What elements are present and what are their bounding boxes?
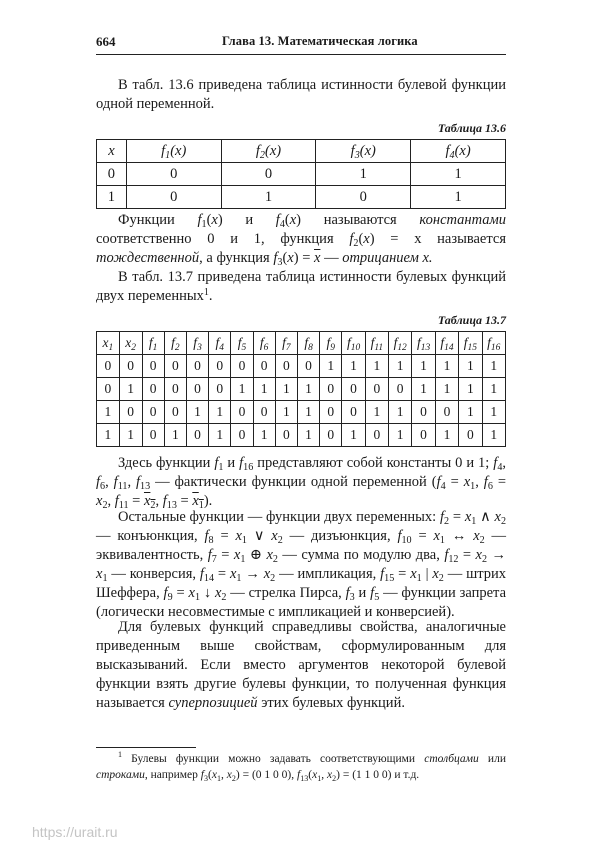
table-cell: 0 bbox=[221, 163, 316, 186]
running-header bbox=[96, 34, 506, 55]
table-cell: 0 bbox=[231, 355, 253, 378]
truth-table-13-6 bbox=[96, 139, 506, 209]
table-header-cell: $f_{12}$ bbox=[388, 332, 411, 355]
table-cell: 1 bbox=[482, 401, 505, 424]
table-header-cell: $f_{11}$ bbox=[365, 332, 388, 355]
table-header-row bbox=[97, 140, 506, 163]
term-superposition: суперпозицией bbox=[168, 695, 258, 711]
page-number: 664 bbox=[96, 34, 116, 49]
table-row bbox=[97, 401, 506, 424]
table-cell: 1 bbox=[412, 378, 435, 401]
table-cell: 1 bbox=[275, 401, 297, 424]
footnote-marker[interactable]: 1 bbox=[203, 287, 209, 298]
table-cell: 1 bbox=[388, 355, 411, 378]
table-cell: 0 bbox=[320, 378, 342, 401]
footnote-divider bbox=[96, 747, 196, 748]
table-cell: 1 bbox=[316, 163, 411, 186]
table-header-cell: $x_1$ bbox=[97, 332, 120, 355]
table-row bbox=[97, 355, 506, 378]
table-cell: 1 bbox=[459, 401, 482, 424]
table-cell: 0 bbox=[388, 378, 411, 401]
table-cell: 1 bbox=[97, 424, 120, 447]
table-header-cell: x bbox=[97, 140, 127, 163]
chapter-title: Глава 13. Математическая логика bbox=[222, 34, 418, 48]
table-row bbox=[97, 163, 506, 186]
table-cell: 0 bbox=[209, 355, 231, 378]
table-cell: 1 bbox=[482, 378, 505, 401]
table-header-cell: $f_9$ bbox=[320, 332, 342, 355]
footnote: $^1$ Булевы функции можно задавать соответствующими столбцами или строками, например $f_3(x_1$, $x_2) = (0$ 1 0 0), $f_{13}(x_1$, $x_2) = (1$ 1 0 0) и т.д. bbox=[96, 750, 506, 783]
table-cell: 0 bbox=[186, 378, 208, 401]
table-header-cell: $f_2(x)$ bbox=[221, 140, 316, 163]
watermark-url[interactable]: https://urait.ru bbox=[32, 824, 118, 840]
table-header-row bbox=[97, 332, 506, 355]
table-cell: 1 bbox=[209, 424, 231, 447]
table-cell: 0 bbox=[126, 186, 221, 209]
table-cell: 0 bbox=[209, 378, 231, 401]
table-cell: 1 bbox=[411, 186, 506, 209]
table-header-cell: $f_4(x)$ bbox=[411, 140, 506, 163]
table-cell: 0 bbox=[142, 401, 164, 424]
table-cell: 1 bbox=[365, 355, 388, 378]
table-cell: 1 bbox=[297, 378, 319, 401]
table-cell: 1 bbox=[221, 186, 316, 209]
table-cell: 0 bbox=[297, 355, 319, 378]
table-header-cell: $f_6$ bbox=[253, 332, 275, 355]
binary-functions-paragraph: Остальные функции — функции двух переменных: $f_2 = x_1$ ∧ $x_2$ — конъюнкция, $f_8 = x_1$ ∨ $x_2$ — дизъюнкция, $f_{10} = x_1$ ↔ $x_2$ — эквивалентность, $f_7 = x_1$ ⊕ $x_2$ — сумма по модулю два, $f_{12} = x_2 \to x_1$ — конверсия, $f_{14} = x_1 \to x_2$ — импликация, $f_{15} = x_1$ | $x_2$ — штрих Шеффера, $f_9 = x_1$ ↓ $x_2$ — стрелка Пирса, $f_3$ и $f_5$ — функции запрета (логически несовместимые с импликацией и конверсией). bbox=[96, 509, 507, 620]
footnote-number: 1 bbox=[118, 750, 123, 759]
table-cell: 0 bbox=[275, 355, 297, 378]
table-cell: 0 bbox=[142, 424, 164, 447]
table-cell: 1 bbox=[297, 424, 319, 447]
table-cell: 1 bbox=[459, 378, 482, 401]
table-cell: 1 bbox=[435, 424, 458, 447]
table-cell: 0 bbox=[320, 424, 342, 447]
term-negation: отрицанием x. bbox=[342, 250, 433, 266]
intro-paragraph bbox=[96, 76, 506, 114]
table-cell: 0 bbox=[342, 378, 365, 401]
table-cell: 0 bbox=[231, 424, 253, 447]
table7-intro-text: В табл. 13.7 приведена таблица истинности булевых функций двух переменных$^1$. bbox=[96, 269, 506, 304]
table-row bbox=[97, 424, 506, 447]
table-cell: 1 bbox=[459, 355, 482, 378]
table-cell: 1 bbox=[186, 401, 208, 424]
table-cell: 1 bbox=[342, 355, 365, 378]
table-cell: 0 bbox=[412, 401, 435, 424]
table-header-cell: $f_7$ bbox=[275, 332, 297, 355]
table-cell: 0 bbox=[186, 355, 208, 378]
table-cell: 0 bbox=[186, 424, 208, 447]
table-header-cell: $f_1$ bbox=[142, 332, 164, 355]
table-cell: 0 bbox=[142, 378, 164, 401]
table-cell: 1 bbox=[342, 424, 365, 447]
table-cell: 1 bbox=[388, 424, 411, 447]
table-row bbox=[97, 378, 506, 401]
table-cell: 0 bbox=[342, 401, 365, 424]
table-header-cell: $f_{13}$ bbox=[412, 332, 435, 355]
term-identity: тождественной bbox=[96, 250, 200, 266]
table-cell: 0 bbox=[97, 378, 120, 401]
table-header-cell: $f_4$ bbox=[209, 332, 231, 355]
table-cell: 0 bbox=[316, 186, 411, 209]
table-cell: 1 bbox=[209, 401, 231, 424]
table-cell: 0 bbox=[412, 424, 435, 447]
table-cell: 1 bbox=[297, 401, 319, 424]
table-cell: 0 bbox=[164, 378, 186, 401]
table-header-cell: $f_2$ bbox=[164, 332, 186, 355]
table-cell: 1 bbox=[97, 186, 127, 209]
table-cell: 1 bbox=[365, 401, 388, 424]
table-cell: 1 bbox=[435, 378, 458, 401]
table-cell: 1 bbox=[320, 355, 342, 378]
table-cell: 1 bbox=[97, 401, 120, 424]
table-header-cell: $f_{14}$ bbox=[435, 332, 458, 355]
table-header-cell: $f_{15}$ bbox=[459, 332, 482, 355]
truth-table-13-7 bbox=[96, 331, 506, 447]
table-row bbox=[97, 186, 506, 209]
table-cell: 1 bbox=[119, 424, 142, 447]
table-13-7-caption: Таблица 13.7 bbox=[437, 313, 506, 327]
table-cell: 0 bbox=[459, 424, 482, 447]
table-cell: 1 bbox=[253, 424, 275, 447]
table-header-cell: $f_3(x)$ bbox=[316, 140, 411, 163]
table-cell: 0 bbox=[97, 355, 120, 378]
table-cell: 0 bbox=[142, 355, 164, 378]
table-cell: 0 bbox=[119, 401, 142, 424]
table-cell: 1 bbox=[435, 355, 458, 378]
table-cell: 0 bbox=[97, 163, 127, 186]
table-cell: 1 bbox=[275, 378, 297, 401]
table-cell: 0 bbox=[119, 355, 142, 378]
table-header-cell: $x_2$ bbox=[119, 332, 142, 355]
table-cell: 0 bbox=[365, 378, 388, 401]
table-header-cell: $f_8$ bbox=[297, 332, 319, 355]
table-cell: 0 bbox=[320, 401, 342, 424]
table-cell: 1 bbox=[119, 378, 142, 401]
table-cell: 1 bbox=[231, 378, 253, 401]
table-cell: 1 bbox=[411, 163, 506, 186]
table-header-cell: $f_3$ bbox=[186, 332, 208, 355]
table-cell: 1 bbox=[482, 424, 505, 447]
table-cell: 0 bbox=[275, 424, 297, 447]
special-functions-paragraph: Здесь функции $f_1$ и $f_{16}$ представляют собой константы 0 и 1; $f_4$, $f_6$, $f_{11}$, $f_{13}$ — фактически функции одной переменной ($f_4 = x_1$, $f_6 = x_2$, $f_{11} = x_2$, $f_{13} = x_1$). bbox=[96, 455, 507, 511]
table-cell: 0 bbox=[253, 401, 275, 424]
table-header-cell: $f_{10}$ bbox=[342, 332, 365, 355]
superposition-paragraph: Для булевых функций справедливы свойства, аналогичные приведенным выше свойствам, сформулированным для высказываний. Если вместо аргументов некоторой булевой функции взять другие булевы функции, то полученная функция называется суперпозицией этих булевых функций. bbox=[96, 619, 506, 711]
table-cell: 0 bbox=[164, 355, 186, 378]
table-cell: 0 bbox=[435, 401, 458, 424]
table6-intro-text: В табл. 13.6 приведена таблица истинности булевой функции одной переменной. bbox=[96, 77, 506, 112]
table-cell: 0 bbox=[253, 355, 275, 378]
table-cell: 0 bbox=[231, 401, 253, 424]
table-cell: 1 bbox=[412, 355, 435, 378]
table-cell: 1 bbox=[164, 424, 186, 447]
table-cell: 0 bbox=[365, 424, 388, 447]
table-13-6-caption: Таблица 13.6 bbox=[437, 121, 506, 135]
term-constants: константами bbox=[419, 212, 506, 228]
table-header-cell: $f_{16}$ bbox=[482, 332, 505, 355]
table-header-cell: $f_1(x)$ bbox=[126, 140, 221, 163]
table-cell: 1 bbox=[253, 378, 275, 401]
table-cell: 1 bbox=[482, 355, 505, 378]
table-cell: 1 bbox=[388, 401, 411, 424]
table-cell: 0 bbox=[164, 401, 186, 424]
constants-paragraph: Функции $f_1(x)$ и $f_4(x)$ называются константами соответственно 0 и 1, функция $f_2(x) = x$ называется тождественной, а функция $f_3(x) = \overline{x}$ — отрицанием x. В табл. 13.7 приведена таблица истинности булевых функций двух переменных$^1$. bbox=[96, 212, 506, 304]
table-cell: 0 bbox=[126, 163, 221, 186]
table-header-cell: $f_5$ bbox=[231, 332, 253, 355]
